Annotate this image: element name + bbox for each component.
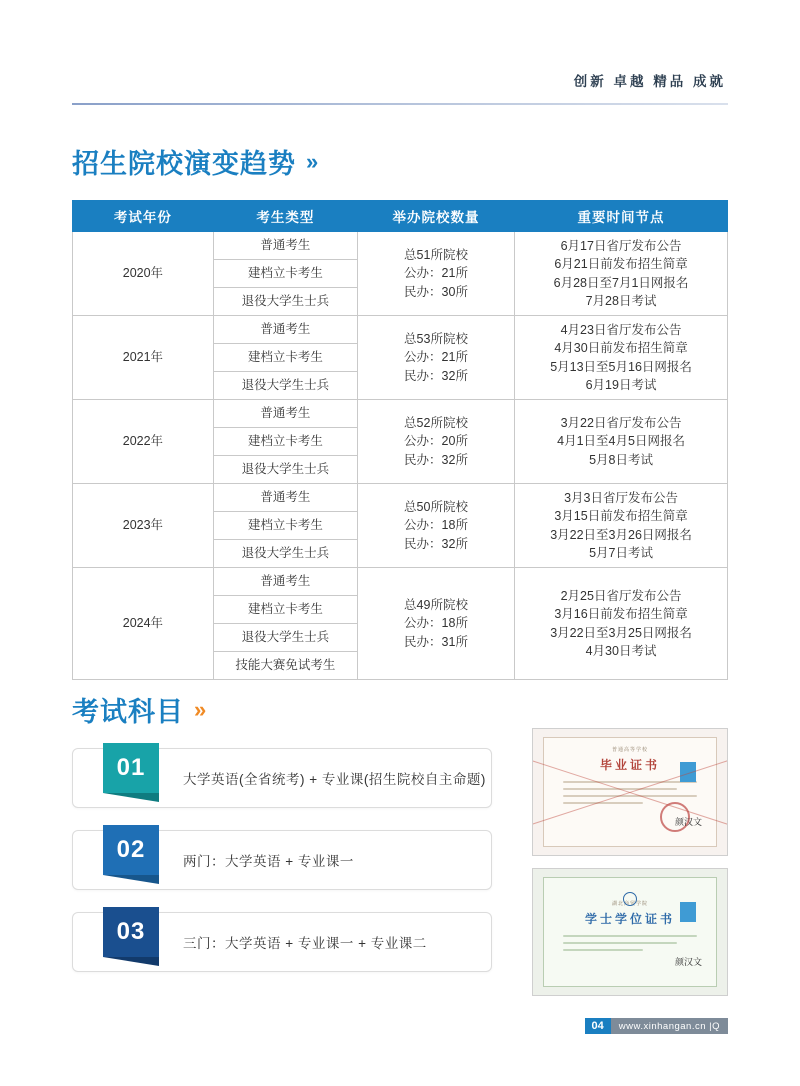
footer-url: www.xinhangan.cn |Q xyxy=(611,1018,728,1034)
table-cell-candidate-type: 建档立卡考生 xyxy=(213,260,357,288)
certificate-top-text: 普通高等学校 xyxy=(611,747,648,753)
admission-trend-table-wrap xyxy=(72,200,728,680)
table-cell-year: 2021年 xyxy=(73,316,214,400)
table-cell-candidate-type: 普通考生 xyxy=(213,568,357,596)
table-cell-key-dates: 4月23日省厅发布公告 4月30日前发布招生简章 5月13日至5月16日网报名 6月19日考试 xyxy=(515,316,728,400)
graduation-certificate-image xyxy=(532,728,728,856)
table-cell-candidate-type: 退役大学生士兵 xyxy=(213,624,357,652)
page-footer xyxy=(585,1018,728,1034)
subject-number-badge: 03 xyxy=(103,907,159,957)
page-number: 04 xyxy=(585,1018,611,1034)
certificate-flag-mark xyxy=(680,762,696,782)
table-cell-key-dates: 3月22日省厅发布公告 4月1日至4月5日网报名 5月8日考试 xyxy=(515,400,728,484)
university-emblem-icon xyxy=(623,892,637,906)
subject-text: 三门：大学英语 + 专业课一 + 专业课二 xyxy=(183,936,427,951)
header-slogan: 创新 卓越 精品 成就 xyxy=(573,74,726,89)
table-cell-school-count: 总51所院校 公办：21所 民办：30所 xyxy=(357,232,514,316)
table-row xyxy=(73,568,728,596)
table-cell-key-dates: 3月3日省厅发布公告 3月15日前发布招生简章 3月22日至3月26日网报名 5月7日考试 xyxy=(515,484,728,568)
table-cell-candidate-type: 普通考生 xyxy=(213,316,357,344)
table-header-cell: 考生类型 xyxy=(213,201,357,232)
list-item xyxy=(72,912,492,972)
page-header xyxy=(72,70,728,110)
table-cell-school-count: 总50所院校 公办：18所 民办：32所 xyxy=(357,484,514,568)
section-title-trend xyxy=(72,142,315,181)
table-cell-year: 2024年 xyxy=(73,568,214,680)
table-row xyxy=(73,232,728,260)
section-title-trend-label: 招生院校演变趋势 xyxy=(72,149,296,179)
subjects-list xyxy=(72,748,492,994)
certificate-flag-mark xyxy=(680,902,696,922)
subject-number-badge: 01 xyxy=(103,743,159,793)
table-cell-candidate-type: 退役大学生士兵 xyxy=(213,372,357,400)
table-header-cell: 举办院校数量 xyxy=(357,201,514,232)
certificate-images xyxy=(532,728,728,996)
certificate-body-lines xyxy=(563,935,697,956)
admission-trend-table xyxy=(72,200,728,680)
certificate-signature: 颜汉文 xyxy=(674,817,702,827)
table-cell-year: 2022年 xyxy=(73,400,214,484)
table-header-cell: 考试年份 xyxy=(73,201,214,232)
table-row xyxy=(73,484,728,512)
table-cell-year: 2020年 xyxy=(73,232,214,316)
table-cell-key-dates: 2月25日省厅发布公告 3月16日前发布招生简章 3月22日至3月25日网报名 4月30日考试 xyxy=(515,568,728,680)
list-item xyxy=(72,830,492,890)
list-item xyxy=(72,748,492,808)
table-cell-key-dates: 6月17日省厅发布公告 6月21日前发布招生简章 6月28日至7月1日网报名 7月28日考试 xyxy=(515,232,728,316)
table-body xyxy=(73,232,728,680)
table-cell-candidate-type: 技能大赛免试考生 xyxy=(213,652,357,680)
chevron-right-icon: » xyxy=(194,696,204,722)
table-cell-school-count: 总53所院校 公办：21所 民办：32所 xyxy=(357,316,514,400)
subject-text: 两门：大学英语 + 专业课一 xyxy=(183,854,354,869)
certificate-title: 毕业证书 xyxy=(599,758,660,772)
table-row xyxy=(73,316,728,344)
table-cell-candidate-type: 建档立卡考生 xyxy=(213,596,357,624)
chevron-right-icon: » xyxy=(306,148,316,174)
table-cell-school-count: 总52所院校 公办：20所 民办：32所 xyxy=(357,400,514,484)
table-cell-candidate-type: 普通考生 xyxy=(213,232,357,260)
certificate-top-text: 湖北商贸学院 xyxy=(611,901,648,907)
certificate-title: 学士学位证书 xyxy=(584,912,675,926)
header-divider xyxy=(72,103,728,105)
table-header-row xyxy=(73,201,728,232)
table-cell-candidate-type: 建档立卡考生 xyxy=(213,512,357,540)
table-cell-candidate-type: 退役大学生士兵 xyxy=(213,288,357,316)
table-cell-school-count: 总49所院校 公办：18所 民办：31所 xyxy=(357,568,514,680)
degree-certificate-image xyxy=(532,868,728,996)
table-cell-candidate-type: 建档立卡考生 xyxy=(213,344,357,372)
subject-number-badge: 02 xyxy=(103,825,159,875)
table-cell-candidate-type: 普通考生 xyxy=(213,484,357,512)
table-cell-candidate-type: 普通考生 xyxy=(213,400,357,428)
section-title-subjects-label: 考试科目 xyxy=(72,697,184,727)
certificate-inner xyxy=(543,737,717,847)
table-cell-year: 2023年 xyxy=(73,484,214,568)
table-cell-candidate-type: 建档立卡考生 xyxy=(213,428,357,456)
section-title-subjects xyxy=(72,690,203,729)
certificate-inner xyxy=(543,877,717,987)
subject-text: 大学英语(全省统考) + 专业课(招生院校自主命题) xyxy=(183,772,486,787)
table-cell-candidate-type: 退役大学生士兵 xyxy=(213,456,357,484)
certificate-signature: 颜汉文 xyxy=(674,957,702,967)
table-header-cell: 重要时间节点 xyxy=(515,201,728,232)
table-cell-candidate-type: 退役大学生士兵 xyxy=(213,540,357,568)
table-row xyxy=(73,400,728,428)
